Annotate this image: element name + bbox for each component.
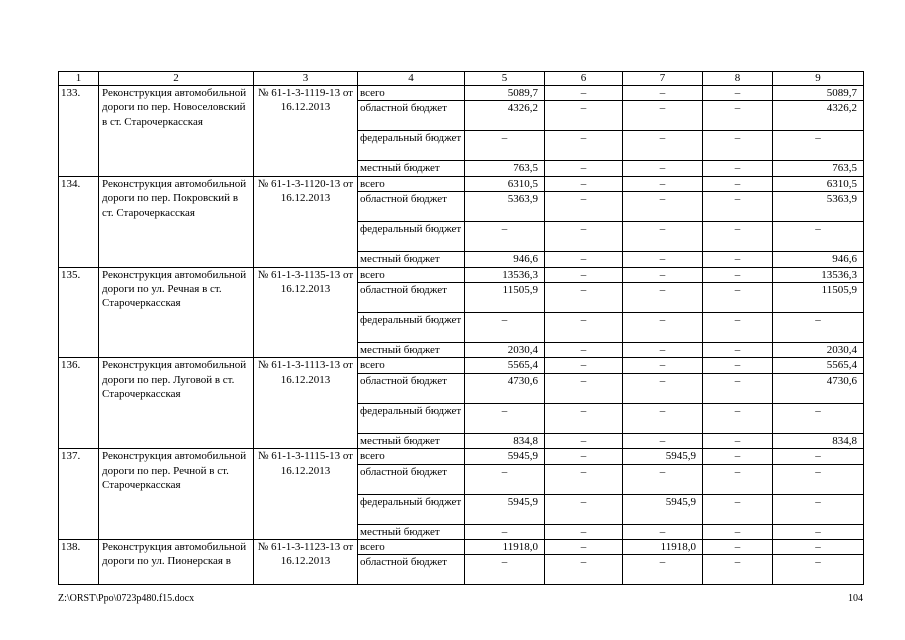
object-name: Реконструкция автомобильной дороги по пер. Луговой в ст. Старочеркасская xyxy=(99,358,254,449)
amount-cell: – xyxy=(703,403,773,433)
registration-number: № 61-1-3-1120-13 от 16.12.2013 xyxy=(254,176,358,267)
amount-cell: – xyxy=(703,494,773,524)
amount-cell: – xyxy=(773,403,864,433)
amount-cell: 13536,3 xyxy=(773,267,864,282)
amount-cell: – xyxy=(773,524,864,539)
amount-cell: – xyxy=(465,313,545,343)
amount-cell: 4730,6 xyxy=(773,373,864,403)
amount-cell: 4326,2 xyxy=(773,101,864,131)
object-name: Реконструкция автомобильной дороги по ул. Пионерская в xyxy=(99,540,254,585)
amount-cell: – xyxy=(545,267,623,282)
amount-cell: – xyxy=(703,449,773,464)
amount-cell: – xyxy=(773,464,864,494)
amount-cell: – xyxy=(545,464,623,494)
amount-cell: – xyxy=(773,449,864,464)
amount-cell: 5565,4 xyxy=(465,358,545,373)
amount-cell: – xyxy=(545,555,623,585)
amount-cell: – xyxy=(623,176,703,191)
amount-cell: 5089,7 xyxy=(773,86,864,101)
table-row xyxy=(59,540,864,555)
amount-cell: 5089,7 xyxy=(465,86,545,101)
amount-cell: – xyxy=(545,176,623,191)
amount-cell: – xyxy=(623,267,703,282)
row-number: 138. xyxy=(59,540,99,585)
amount-cell: – xyxy=(623,313,703,343)
registration-number: № 61-1-3-1115-13 от 16.12.2013 xyxy=(254,449,358,540)
amount-cell: 946,6 xyxy=(465,252,545,267)
amount-cell: – xyxy=(545,449,623,464)
amount-cell: – xyxy=(703,524,773,539)
amount-cell: 13536,3 xyxy=(465,267,545,282)
column-header: 9 xyxy=(773,72,864,86)
amount-cell: – xyxy=(703,222,773,252)
funding-source: областной бюджет xyxy=(358,283,465,313)
funding-source: всего xyxy=(358,540,465,555)
table-row xyxy=(59,86,864,101)
amount-cell: – xyxy=(545,222,623,252)
column-header: 1 xyxy=(59,72,99,86)
amount-cell: – xyxy=(465,131,545,161)
object-name: Реконструкция автомобильной дороги по пер. Речной в ст. Старочеркасская xyxy=(99,449,254,540)
amount-cell: – xyxy=(703,283,773,313)
registration-number: № 61-1-3-1119-13 от 16.12.2013 xyxy=(254,86,358,177)
amount-cell: – xyxy=(545,161,623,176)
amount-cell: – xyxy=(623,86,703,101)
table-row xyxy=(59,358,864,373)
funding-source: местный бюджет xyxy=(358,161,465,176)
row-number: 133. xyxy=(59,86,99,177)
amount-cell: – xyxy=(773,494,864,524)
amount-cell: – xyxy=(703,101,773,131)
funding-source: местный бюджет xyxy=(358,252,465,267)
amount-cell: – xyxy=(545,358,623,373)
amount-cell: – xyxy=(623,373,703,403)
funding-source: федеральный бюджет xyxy=(358,313,465,343)
amount-cell: – xyxy=(623,433,703,448)
amount-cell: – xyxy=(623,161,703,176)
amount-cell: – xyxy=(703,373,773,403)
column-header: 8 xyxy=(703,72,773,86)
amount-cell: 5945,9 xyxy=(623,494,703,524)
funding-source: областной бюджет xyxy=(358,192,465,222)
registration-number: № 61-1-3-1123-13 от 16.12.2013 xyxy=(254,540,358,585)
amount-cell: – xyxy=(623,131,703,161)
amount-cell: – xyxy=(623,555,703,585)
funding-source: местный бюджет xyxy=(358,343,465,358)
amount-cell: – xyxy=(623,358,703,373)
funding-source: всего xyxy=(358,358,465,373)
registration-number: № 61-1-3-1113-13 от 16.12.2013 xyxy=(254,358,358,449)
amount-cell: – xyxy=(545,540,623,555)
amount-cell: 2030,4 xyxy=(773,343,864,358)
amount-cell: – xyxy=(703,540,773,555)
header-row xyxy=(59,72,864,86)
amount-cell: – xyxy=(773,131,864,161)
column-header: 7 xyxy=(623,72,703,86)
funding-source: всего xyxy=(358,176,465,191)
column-header: 4 xyxy=(358,72,465,86)
object-name: Реконструкция автомобильной дороги по пер. Покровский в ст. Старочеркасская xyxy=(99,176,254,267)
amount-cell: – xyxy=(703,313,773,343)
amount-cell: – xyxy=(465,464,545,494)
amount-cell: – xyxy=(545,524,623,539)
footer-file-path: Z:\ORST\Ppo\0723p480.f15.docx xyxy=(58,593,195,604)
amount-cell: – xyxy=(773,540,864,555)
amount-cell: – xyxy=(703,555,773,585)
funding-source: федеральный бюджет xyxy=(358,222,465,252)
amount-cell: – xyxy=(623,524,703,539)
amount-cell: – xyxy=(703,161,773,176)
table-row xyxy=(59,176,864,191)
amount-cell: – xyxy=(545,343,623,358)
funding-source: областной бюджет xyxy=(358,464,465,494)
amount-cell: 834,8 xyxy=(773,433,864,448)
budget-table xyxy=(58,71,864,585)
amount-cell: – xyxy=(703,267,773,282)
amount-cell: 5363,9 xyxy=(465,192,545,222)
amount-cell: – xyxy=(545,192,623,222)
amount-cell: – xyxy=(623,222,703,252)
amount-cell: – xyxy=(623,343,703,358)
registration-number: № 61-1-3-1135-13 от 16.12.2013 xyxy=(254,267,358,358)
amount-cell: 4326,2 xyxy=(465,101,545,131)
row-number: 137. xyxy=(59,449,99,540)
funding-source: федеральный бюджет xyxy=(358,403,465,433)
amount-cell: – xyxy=(623,283,703,313)
footer-page-number: 104 xyxy=(848,593,863,604)
amount-cell: – xyxy=(465,403,545,433)
amount-cell: – xyxy=(703,252,773,267)
funding-source: всего xyxy=(358,86,465,101)
table-row xyxy=(59,449,864,464)
amount-cell: – xyxy=(623,464,703,494)
column-header: 3 xyxy=(254,72,358,86)
amount-cell: – xyxy=(465,222,545,252)
amount-cell: – xyxy=(545,101,623,131)
amount-cell: 6310,5 xyxy=(773,176,864,191)
amount-cell: – xyxy=(703,433,773,448)
funding-source: областной бюджет xyxy=(358,373,465,403)
amount-cell: 6310,5 xyxy=(465,176,545,191)
amount-cell: 11918,0 xyxy=(465,540,545,555)
amount-cell: – xyxy=(703,358,773,373)
amount-cell: 763,5 xyxy=(773,161,864,176)
funding-source: областной бюджет xyxy=(358,555,465,585)
column-header: 6 xyxy=(545,72,623,86)
amount-cell: 5945,9 xyxy=(465,494,545,524)
funding-source: федеральный бюджет xyxy=(358,131,465,161)
funding-source: местный бюджет xyxy=(358,433,465,448)
amount-cell: – xyxy=(623,192,703,222)
row-number: 134. xyxy=(59,176,99,267)
amount-cell: 834,8 xyxy=(465,433,545,448)
amount-cell: – xyxy=(623,252,703,267)
amount-cell: 5565,4 xyxy=(773,358,864,373)
funding-source: всего xyxy=(358,449,465,464)
amount-cell: – xyxy=(773,222,864,252)
amount-cell: – xyxy=(545,252,623,267)
amount-cell: – xyxy=(703,192,773,222)
amount-cell: 11505,9 xyxy=(465,283,545,313)
funding-source: областной бюджет xyxy=(358,101,465,131)
amount-cell: – xyxy=(545,313,623,343)
amount-cell: – xyxy=(545,86,623,101)
row-number: 136. xyxy=(59,358,99,449)
amount-cell: – xyxy=(623,101,703,131)
amount-cell: – xyxy=(545,494,623,524)
amount-cell: – xyxy=(773,555,864,585)
amount-cell: 2030,4 xyxy=(465,343,545,358)
amount-cell: – xyxy=(545,283,623,313)
amount-cell: 5363,9 xyxy=(773,192,864,222)
amount-cell: 11505,9 xyxy=(773,283,864,313)
amount-cell: – xyxy=(465,524,545,539)
amount-cell: – xyxy=(545,403,623,433)
amount-cell: – xyxy=(545,373,623,403)
column-header: 2 xyxy=(99,72,254,86)
amount-cell: – xyxy=(703,131,773,161)
amount-cell: 4730,6 xyxy=(465,373,545,403)
amount-cell: – xyxy=(703,464,773,494)
funding-source: местный бюджет xyxy=(358,524,465,539)
object-name: Реконструкция автомобильной дороги по ул. Речная в ст. Старочеркасская xyxy=(99,267,254,358)
amount-cell: – xyxy=(465,555,545,585)
amount-cell: 11918,0 xyxy=(623,540,703,555)
row-number: 135. xyxy=(59,267,99,358)
amount-cell: – xyxy=(703,86,773,101)
amount-cell: – xyxy=(773,313,864,343)
funding-source: всего xyxy=(358,267,465,282)
object-name: Реконструкция автомобильной дороги по пер. Новоселовский в ст. Старочеркасская xyxy=(99,86,254,177)
amount-cell: – xyxy=(703,343,773,358)
amount-cell: – xyxy=(545,131,623,161)
table-row xyxy=(59,267,864,282)
amount-cell: 5945,9 xyxy=(623,449,703,464)
column-header: 5 xyxy=(465,72,545,86)
amount-cell: – xyxy=(545,433,623,448)
amount-cell: 5945,9 xyxy=(465,449,545,464)
amount-cell: – xyxy=(623,403,703,433)
amount-cell: – xyxy=(703,176,773,191)
funding-source: федеральный бюджет xyxy=(358,494,465,524)
amount-cell: 946,6 xyxy=(773,252,864,267)
amount-cell: 763,5 xyxy=(465,161,545,176)
